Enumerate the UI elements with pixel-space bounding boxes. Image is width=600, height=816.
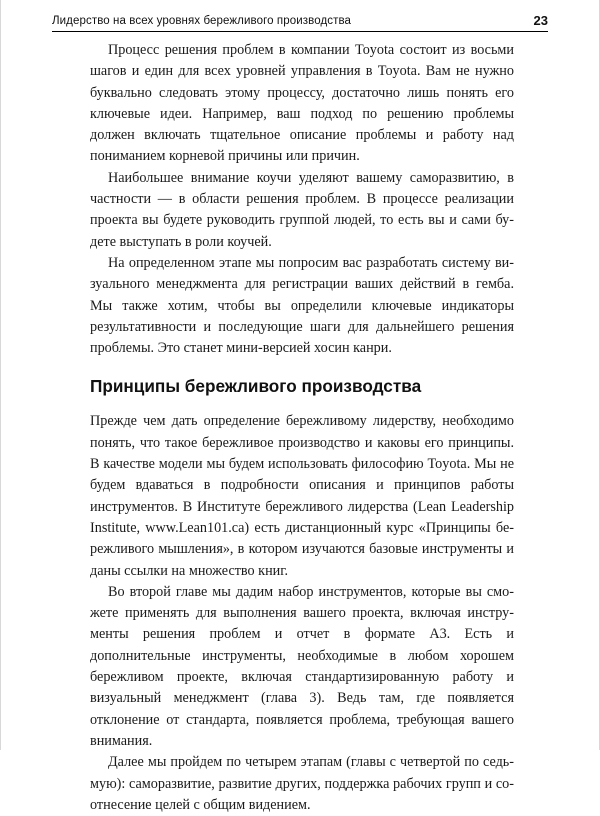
section-heading: Принципы бережливого производства	[90, 376, 422, 397]
paragraph-stages: Далее мы пройдем по четырем этапам (главы с четвертой по седьмую): саморазвитие, развитие других, поддержка рабочих групп и соотнесение целей с общим видением.	[90, 754, 514, 813]
page-body	[90, 40, 514, 816]
page-number: 23	[533, 13, 548, 28]
paragraph-coaches: Наибольшее внимание коучи уделяют вашему саморазвитию, в частности — в области решения проблем. В процессе реализации проекта вы будете руководить группой людей, то есть вы и сами будете выступать в роли коучей.	[90, 169, 514, 250]
paragraph-tools: Во второй главе мы дадим набор инструментов, которые вы сможете применять для выполнения вашего проекта, включая инструменты решения проблем и отчет в формате А3. Есть и дополнительные инструменты, необходимые в любом хорошем бережливом проекте, включая стандартизированную работу и визуальный менеджмент (глава 3). Ведь там, где появляется отклонение от стандарта, появляется проблема, требующая вашего внимания.	[90, 583, 514, 749]
running-header	[52, 9, 548, 32]
paragraph-lean-definition: Прежде чем дать определение бережливому лидерству, необходимо понять, что такое бережливое производство и каковы его принципы. В качестве модели мы будем использовать философию Toyota. Мы не будем вдаваться в подробности описания и принципов работы инструментов. В Институте бережливого лидерства (Lean Leadership Institute, www.Lean101.ca) есть дистанционный курс «Принципы бережливого мышления», в котором изучаются базовые инструменты и даны ссылки на множество книг.	[90, 413, 514, 579]
running-header-title: Лидерство на всех уровнях бережливого производства	[52, 15, 352, 27]
paragraph-toyota-process: Процесс решения проблем в компании Toyota состоит из восьми шагов и един для всех уровней управления в Toyota. Вам не нужно буквально следовать этому процессу, достаточно лишь понять его ключевые идеи. Например, ваш подход по решению проблемы должен включать тщательное описание проблемы и работу над пониманием корневой причины или причин.	[90, 42, 514, 165]
paragraph-visual-management: На определенном этапе мы попросим вас разработать систему визуального менеджмента для регистрации ваших действий в гемба. Мы также хотим, чтобы вы определили ключевые индикаторы результативности и последующие шаги для дальнейшего решения проблемы. Это станет мини-версией хосин канри.	[90, 254, 514, 357]
